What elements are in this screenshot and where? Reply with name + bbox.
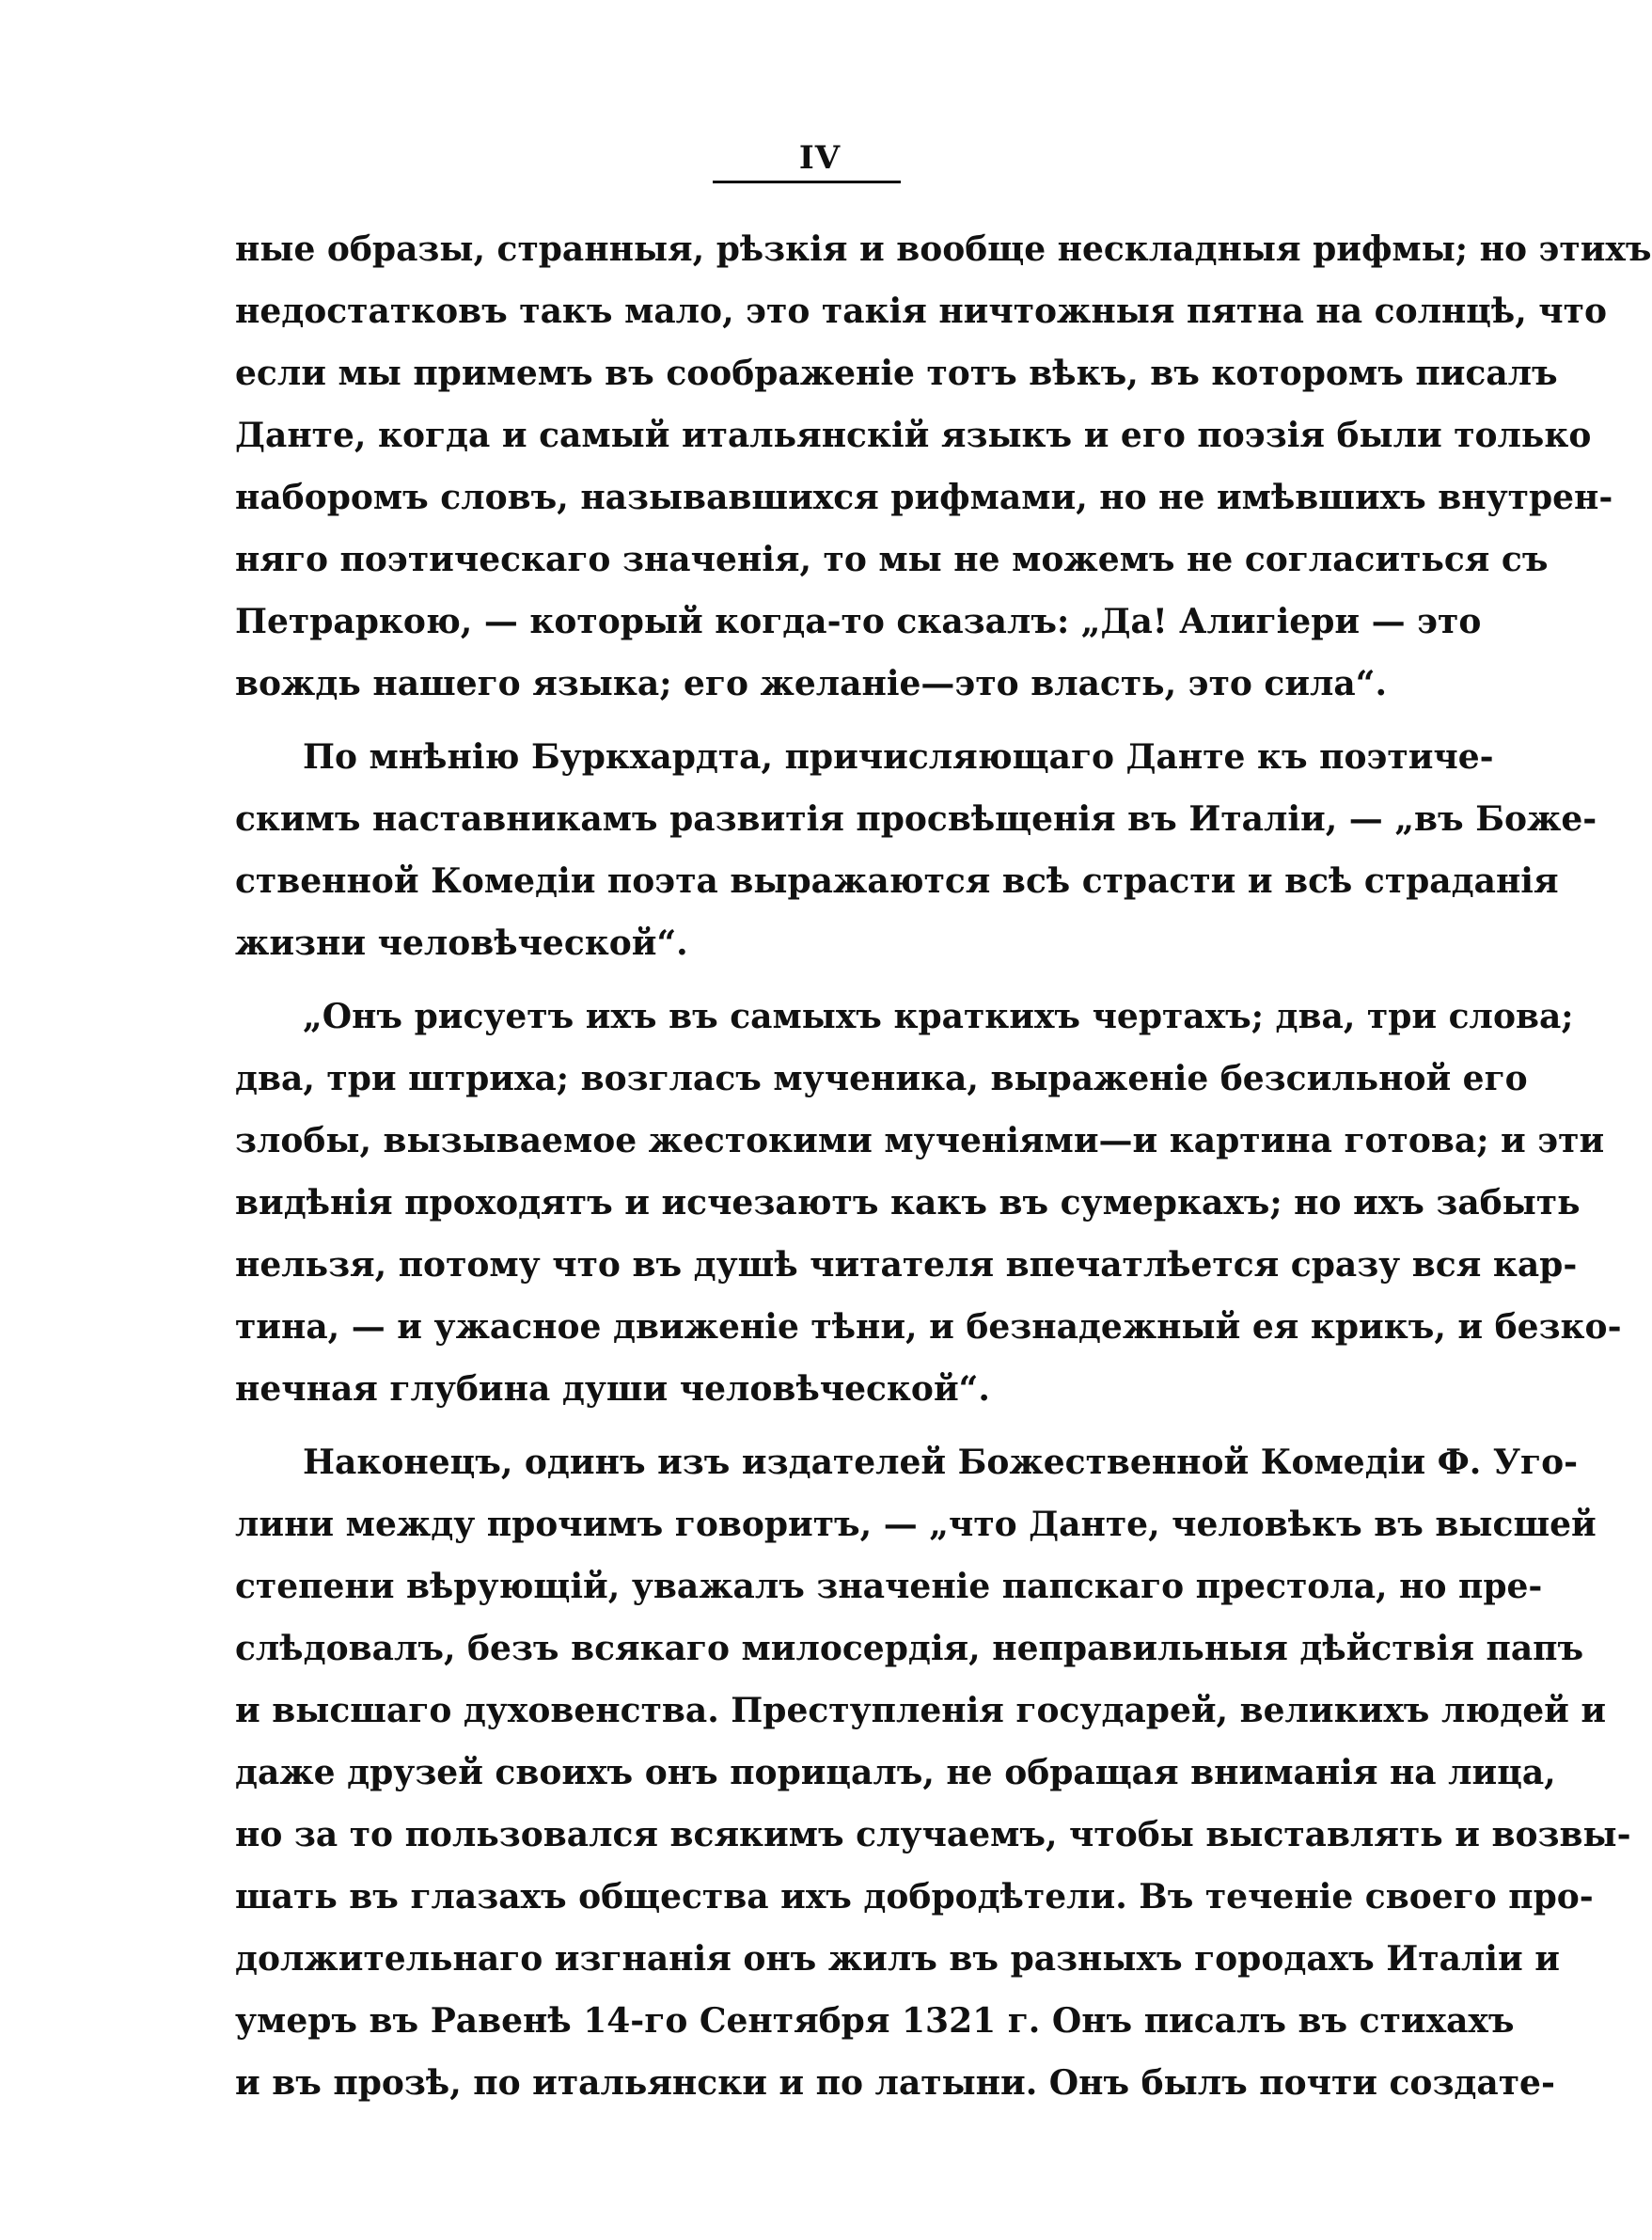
text-line: даже друзей своихъ онъ порицалъ, не обращая вниманія на лица, bbox=[235, 1753, 1556, 1792]
text-line: должительнаго изгнанія онъ жилъ въ разныхъ городахъ Италіи и bbox=[235, 1939, 1560, 1979]
text-line: недостатковъ такъ мало, это такія ничтожныя пятна на солнцѣ, что bbox=[235, 292, 1607, 331]
text-line: нельзя, потому что въ душѣ читателя впечатлѣется сразу вся кар- bbox=[235, 1245, 1578, 1285]
text-line: тина, — и ужасное движеніе тѣни, и безнадежный ея крикъ, и безко- bbox=[235, 1307, 1622, 1347]
paragraph-1 bbox=[235, 218, 1652, 715]
text-line: нечная глубина души человѣческой“. bbox=[235, 1369, 990, 1409]
text-line: но за то пользовался всякимъ случаемъ, чтобы выставлять и возвы- bbox=[235, 1815, 1631, 1854]
text-line: жизни человѣческой“. bbox=[235, 923, 688, 963]
text-line: Петраркою, — который когда-то сказалъ: „Да! Алигіери — это bbox=[235, 602, 1482, 641]
paragraph-4 bbox=[235, 1431, 1631, 2114]
text-line: наборомъ словъ, называвшихся рифмами, но не имѣвшихъ внутрен- bbox=[235, 478, 1613, 517]
text-line: два, три штриха; возгласъ мученика, выраженіе безсильной его bbox=[235, 1059, 1528, 1098]
page-number-rule bbox=[713, 181, 901, 183]
text-line: ные образы, странныя, рѣзкія и вообще нескладныя рифмы; но этихъ bbox=[235, 229, 1652, 269]
page-number: IV bbox=[798, 139, 842, 177]
text-line: скимъ наставникамъ развитія просвѣщенія въ Италіи, — „въ Боже- bbox=[235, 799, 1597, 839]
text-line: и высшаго духовенства. Преступленія государей, великихъ людей и bbox=[235, 1691, 1607, 1730]
paragraph-2 bbox=[235, 726, 1597, 974]
text-line: слѣдовалъ, безъ всякаго милосердія, неправильныя дѣйствія папъ bbox=[235, 1629, 1584, 1668]
text-line: шать въ глазахъ общества ихъ добродѣтели. Въ теченіе своего про- bbox=[235, 1877, 1594, 1917]
text-line: Наконецъ, одинъ изъ издателей Божественной Комедіи Ф. Уго- bbox=[303, 1443, 1579, 1482]
body-text bbox=[235, 218, 1652, 2114]
text-line: ственной Комедіи поэта выражаются всѣ страсти и всѣ страданія bbox=[235, 861, 1559, 901]
text-line: „Онъ рисуетъ ихъ въ самыхъ краткихъ чертахъ; два, три слова; bbox=[303, 997, 1574, 1036]
text-line: если мы примемъ въ соображеніе тотъ вѣкъ, въ которомъ писалъ bbox=[235, 354, 1558, 393]
text-line: няго поэтическаго значенія, то мы не можемъ не согласиться съ bbox=[235, 540, 1549, 579]
text-line: лини между прочимъ говоритъ, — „что Данте, человѣкъ въ высшей bbox=[235, 1505, 1597, 1544]
text-line: видѣнія проходятъ и исчезаютъ какъ въ сумеркахъ; но ихъ забыть bbox=[235, 1183, 1581, 1223]
text-line: По мнѣнію Буркхардта, причисляющаго Данте къ поэтиче- bbox=[303, 737, 1494, 777]
text-line: умеръ въ Равенѣ 14-го Сентября 1321 г. Онъ писалъ въ стихахъ bbox=[235, 2001, 1515, 2041]
text-line: злобы, вызываемое жестокими мученіями—и картина готова; и эти bbox=[235, 1121, 1605, 1160]
text-line: степени вѣрующій, уважалъ значеніе папскаго престола, но пре- bbox=[235, 1567, 1543, 1606]
paragraph-3 bbox=[235, 986, 1622, 1420]
text-line: вождь нашего языка; его желаніе—это власть, это сила“. bbox=[235, 664, 1387, 703]
text-line: и въ прозѣ, по итальянски и по латыни. Онъ былъ почти создате- bbox=[235, 2063, 1555, 2103]
text-line: Данте, когда и самый итальянскій языкъ и его поэзія были только bbox=[235, 416, 1592, 455]
